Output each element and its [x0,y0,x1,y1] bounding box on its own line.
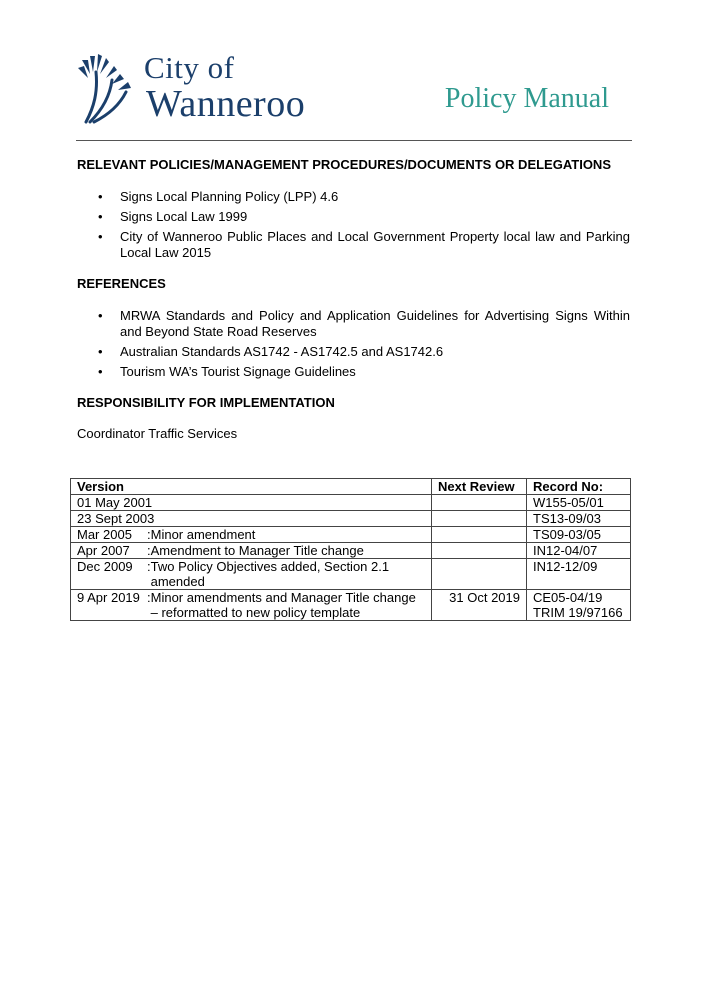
list-item: • Australian Standards AS1742 - AS1742.5 and AS1742.6 [120,344,630,360]
related-documents-list [77,189,630,261]
responsibility-heading: RESPONSIBILITY FOR IMPLEMENTATION [77,395,335,410]
list-item: • Tourism WA’s Tourist Signage Guidelines [120,364,630,380]
version-description: Amendment to Manager Title change [150,543,364,558]
record-cell: IN12-04/07 [527,543,631,559]
version-cell: Mar 2005 :Minor amendment [71,527,432,543]
list-item: • MRWA Standards and Policy and Application Guidelines for Advertising Signs Within and Beyond State Road Reserves [120,308,630,340]
record-cell [527,590,631,621]
version-date: 01 May 2001 [77,495,153,510]
next-review-cell: 31 Oct 2019 [432,590,527,621]
policy-content [77,157,630,442]
version-cell: Apr 2007 :Amendment to Manager Title change [71,543,432,559]
version-column-header: Version [71,479,432,495]
logo-name-text: Wanneroo [146,83,306,125]
version-history-table [70,478,631,621]
version-cell: 9 Apr 2019 :Minor amendments and Manager Title change – reformatted to new policy template [71,590,432,621]
list-item: • Signs Local Law 1999 [120,209,630,225]
record-number: CE05-04/19 [533,590,603,605]
next-review-column-header: Next Review [432,479,527,495]
version-date: Mar 2005 [77,527,132,542]
trim-number: TRIM 19/97166 [533,605,623,620]
version-cell [71,511,432,527]
next-review-cell [432,559,527,590]
record-cell: IN12-12/09 [527,559,631,590]
table-row [71,527,631,543]
kangaroo-paw-icon [76,52,138,124]
version-description: Minor amendments and Manager Title change – reformatted to new policy template [150,590,416,620]
logo-city-text: City of [144,50,235,85]
list-item: • Signs Local Planning Policy (LPP) 4.6 [120,189,630,205]
version-description: Minor amendment [150,527,256,542]
header-divider [76,140,632,141]
table-row [71,511,631,527]
table-row [71,590,631,621]
record-no-column-header: Record No: [527,479,631,495]
table-row [71,543,631,559]
references-list [77,308,630,380]
references-heading: REFERENCES [77,276,166,291]
page-header [0,0,706,142]
record-cell: TS13-09/03 [527,511,631,527]
version-date: 9 Apr 2019 [77,590,140,605]
related-documents-heading: RELEVANT POLICIES/MANAGEMENT PROCEDURES/DOCUMENTS OR DELEGATIONS [77,157,611,172]
version-description: Two Policy Objectives added, Section 2.1 amended [150,559,390,589]
next-review-cell [432,495,527,511]
version-date: Apr 2007 [77,543,130,558]
version-cell [71,495,432,511]
version-date: Dec 2009 [77,559,133,574]
responsibility-text: Coordinator Traffic Services [77,426,238,441]
next-review-cell [432,511,527,527]
record-cell: W155-05/01 [527,495,631,511]
next-review-cell [432,543,527,559]
record-cell: TS09-03/05 [527,527,631,543]
table-row [71,559,631,590]
version-cell: Dec 2009 :Two Policy Objectives added, Section 2.1 amended [71,559,432,590]
table-header-row [71,479,631,495]
manual-title: Policy Manual [444,83,609,114]
next-review-cell [432,527,527,543]
city-logo [76,50,326,125]
list-item: • City of Wanneroo Public Places and Local Government Property local law and Parking Local Law 2015 [120,229,630,261]
table-row [71,495,631,511]
version-date: 23 Sept 2003 [77,511,155,526]
